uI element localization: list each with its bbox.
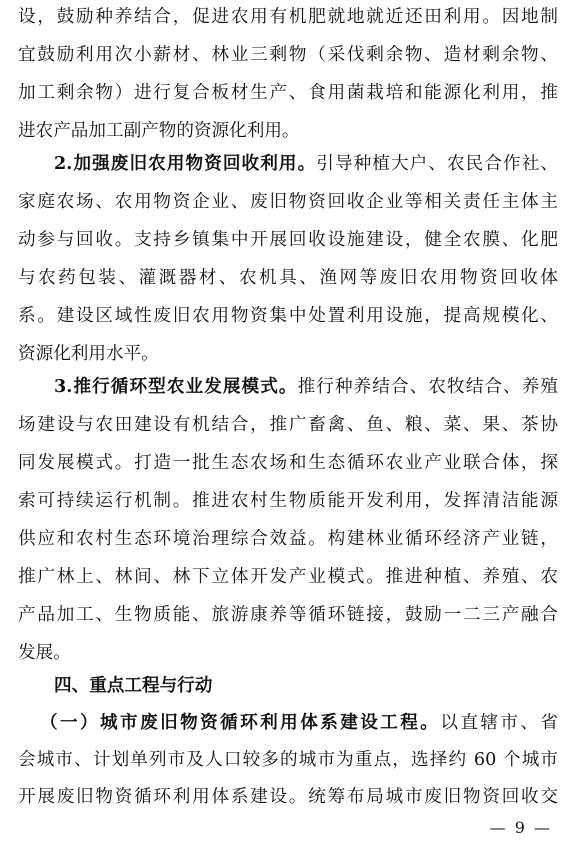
paragraph-2-line-2: 家庭农场、农用物资企业、废旧物资回收企业等相关责任主体主 [18, 192, 558, 212]
page-number: — 9 — [489, 818, 552, 837]
paragraph-3-line-1 [54, 374, 558, 400]
paragraph-3-line-5: 供应和农村生态环境治理综合效益。构建林业循环经济产业链， [18, 529, 558, 549]
paragraph-3-line-7: 产品加工、生物质能、旅游康养等循环链接，鼓励一二三产融合 [18, 605, 558, 625]
paragraph-2-line-6: 资源化利用水平。 [18, 344, 159, 364]
paragraph-3-lead: 3.推行循环型农业发展模式。 [54, 376, 298, 397]
paragraph-4-first-line-rest: 以直辖市、省 [440, 713, 558, 733]
paragraph-2-line-4: 与农药包装、灌溉器材、农机具、渔网等废旧农用物资回收体 [18, 268, 558, 288]
paragraph-2-lead: 2.加强废旧农用物资回收利用。 [54, 153, 317, 174]
paragraph-3-line-3: 同发展模式。打造一批生态农场和生态循环农业产业联合体，探 [18, 453, 558, 473]
paragraph-1-line-4: 进农产品加工副产物的资源化利用。 [18, 121, 300, 141]
paragraph-2-first-line-rest: 引导种植大户、农民合作社、 [316, 154, 558, 174]
paragraph-3-line-2: 场建设与农田建设有机结合，推广畜禽、鱼、粮、菜、果、茶协 [18, 415, 558, 435]
section-heading: 四、重点工程与行动 [54, 676, 213, 696]
paragraph-2-line-5: 系。建设区域性废旧农用物资集中处置利用设施，提高规模化、 [18, 306, 558, 326]
paragraph-1-line-3: 加工剩余物）进行复合板材生产、食用菌栽培和能源化利用，推 [18, 83, 558, 103]
paragraph-4-lead: （一）城市废旧物资循环利用体系建设工程。 [40, 712, 441, 733]
paragraph-4-line-1 [40, 710, 558, 736]
paragraph-1-line-2: 宜鼓励利用次小薪材、林业三剩物（采伐剩余物、造材剩余物、 [18, 45, 558, 65]
paragraph-3-line-8: 发展。 [18, 643, 71, 663]
paragraph-2-line-1 [54, 151, 558, 177]
paragraph-1-line-1: 设，鼓励种养结合，促进农用有机肥就地就近还田利用。因地制 [18, 7, 558, 27]
paragraph-3-line-6: 推广林上、林间、林下立体开发产业模式。推进种植、养殖、农 [18, 567, 558, 587]
paragraph-4-line-2: 会城市、计划单列市及人口较多的城市为重点，选择约 60 个城市 [18, 750, 558, 770]
paragraph-3-line-4: 索可持续运行机制。推进农村生物质能开发利用，发挥清洁能源 [18, 491, 558, 511]
paragraph-4-line-3: 开展废旧物资循环利用体系建设。统筹布局城市废旧物资回收交 [18, 787, 558, 807]
paragraph-3-first-line-rest: 推行种养结合、农牧结合、养殖 [297, 377, 558, 397]
paragraph-2-line-3: 动参与回收。支持乡镇集中开展回收设施建设，健全农膜、化肥 [18, 230, 558, 250]
